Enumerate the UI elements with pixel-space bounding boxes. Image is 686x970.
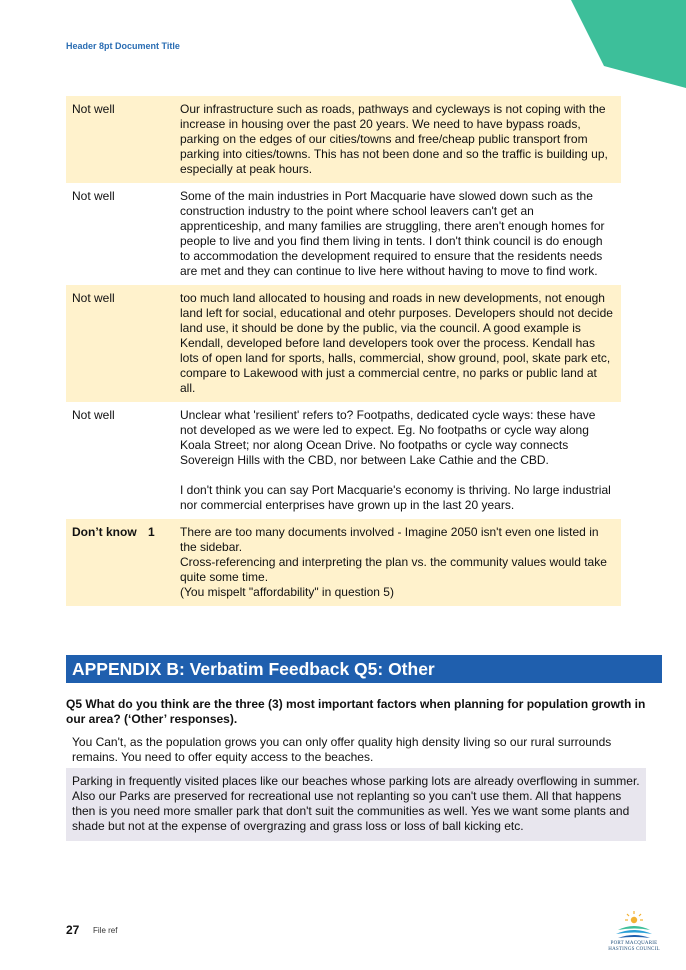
feedback-row (66, 519, 621, 606)
question-text: Q5 What do you think are the three (3) most important factors when planning for population growth in our area? (‘Other’ responses). (66, 697, 646, 726)
response-item: Parking in frequently visited places like our beaches whose parking lots are already overflowing in summer. Also our Parks are preserved for recreational use not replanting so you can't use them. All that happens then is you need more smaller park that don't suit the communities as well. Yes we want some plants and shade but not at the expense of overgrazing and grass loss or loss of ball kicking etc. (66, 768, 646, 841)
comment-text: There are too many documents involved - Imagine 2050 isn't even one listed in the sidebar. Cross-referencing and interpreting the plan vs. the community values would take quite some time. (You mispelt "affordability" in question 5) (180, 525, 607, 599)
feedback-row (66, 402, 621, 519)
count-cell (148, 291, 180, 396)
comment-text: Unclear what 'resilient' refers to? Footpaths, dedicated cycle ways: these have not developed as we were led to expect. Eg. No footpaths or cycle way along Koala Street; nor along Ocean Drive. No footpaths or cycle way connects Sovereign Hills with the CBD, nor between Lake Cathie and the CBD. (180, 408, 596, 467)
comment-cell (180, 291, 615, 396)
comment-text: Some of the main industries in Port Macquarie have slowed down such as the construction industry to the point where school leavers can't get an apprenticeship, and many families are struggling, there aren't enough homes for people to live and you find them living in tents. I don't think council is do enough to accommodation the development required to ensure that the residents needs are met and they can continue to live here without having to move to find work. (180, 189, 605, 278)
comment-cell (180, 408, 615, 513)
logo-text-line: HASTINGS COUNCIL (608, 947, 660, 952)
response-item: You Can't, as the population grows you can only offer quality high density living so our rural surrounds remains. You need to offer equity access to the beaches. (72, 735, 612, 764)
comment-cell (180, 102, 615, 177)
page-number: 27 (66, 923, 80, 937)
comment-text: I don't think you can say Port Macquarie's economy is thriving. No large industrial nor commercial enterprises have grown up in the last 20 years. (180, 483, 611, 512)
feedback-row (66, 285, 621, 402)
rating-cell: Not well (72, 408, 115, 422)
rating-cell: Don’t know (72, 525, 137, 539)
comment-cell (180, 189, 615, 279)
rating-cell: Not well (72, 189, 115, 203)
file-ref: File ref (93, 926, 118, 935)
comment-cell (180, 525, 615, 600)
feedback-row (66, 183, 621, 285)
council-logo-text (600, 941, 668, 953)
header-document-title: Header 8pt Document Title (66, 41, 180, 51)
logo-text-line: PORT MACQUARIE (610, 941, 658, 946)
count-cell (148, 102, 180, 177)
rating-cell: Not well (72, 102, 115, 116)
count-cell (148, 189, 180, 279)
comment-text: Our infrastructure such as roads, pathways and cycleways is not coping with the increase in housing over the past 20 years. We need to have bypass roads, parking on the edges of our cities/towns and free/cheap public transport from parking into cities/towns. This has not been done and so the traffic is building up, especially at peak hours. (180, 102, 608, 176)
comment-text: too much land allocated to housing and roads in new developments, not enough land left for social, educational and otehr purposes. Developers should not decide land use, it should be done by the public, via the council. A good example is Kendall, developed before land developers took over the process. Kendall has lots of open land for sports, halls, commercial, show ground, pool, skate park etc, compare to Lakewood with just a commercial centre, no parks or public land at all. (180, 291, 613, 395)
rating-cell: Not well (72, 291, 115, 305)
count-cell (148, 408, 180, 513)
feedback-table (66, 96, 621, 606)
count-cell: 1 (148, 525, 155, 539)
feedback-row (66, 96, 621, 183)
appendix-heading: APPENDIX B: Verbatim Feedback Q5: Other (66, 655, 662, 683)
